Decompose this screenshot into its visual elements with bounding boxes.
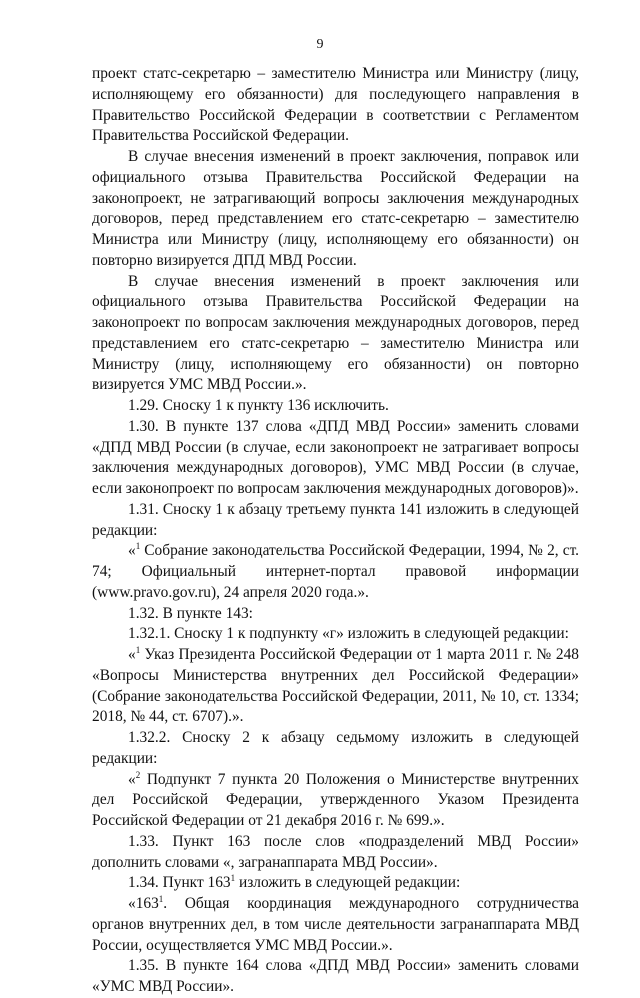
paragraph-text: В случае внесения изменений в проект заключения, поправок или официального отзыва Правительства Российской Федерации на законопроект, не затрагивающий вопросы заключения международных договоров, перед представлением его статс-секретарю – заместителю Министра или Министру (лицу, исполняющему его обязанности) он повторно визируется ДПД МВД России. [92, 148, 579, 269]
paragraph-text: . Общая координация международного сотрудничества органов внутренних дел, в том числе деятельности загранаппарата МВД России, осуществляется УМС МВД России.». [92, 895, 579, 954]
paragraph-text: 1.32.1. Сноску 1 к подпункту «г» изложить в следующей редакции: [128, 625, 569, 643]
paragraph-p5 [92, 417, 579, 500]
paragraph-lead-text: «163 [128, 895, 159, 912]
paragraph-p2 [92, 147, 579, 272]
paragraph-text: 1.33. Пункт 163 после слов «подразделений МВД России» дополнить словами «, загранаппарата МВД России». [92, 832, 579, 871]
footnote-superscript: 2 [135, 769, 141, 780]
paragraph-lead-text: « [128, 646, 136, 663]
paragraph-text: Собрание законодательства Российской Федерации, 1994, № 2, ст. 74; Официальный интернет-портал правовой информации (www.pravo.gov.ru), 24 апреля 2020 года.». [92, 542, 579, 601]
page-number: 9 [316, 37, 324, 52]
paragraph-p16 [92, 956, 579, 998]
paragraph-p15 [92, 894, 579, 956]
paragraph-lead-text: 1.34. Пункт 163 [128, 874, 231, 892]
paragraph-p8 [92, 604, 579, 625]
document-body [92, 64, 579, 998]
paragraph-p9 [92, 624, 579, 645]
paragraph-p11 [92, 728, 579, 770]
paragraph-text: 1.35. В пункте 164 слова «ДПД МВД России» заменить словами «УМС МВД России». [92, 957, 579, 995]
paragraph-p3 [92, 272, 579, 397]
paragraph-p10 [92, 645, 579, 728]
footnote-superscript: 1 [135, 541, 141, 552]
paragraph-p7 [92, 541, 579, 603]
paragraph-p1 [92, 64, 579, 147]
paragraph-text: проект статс-секретарю – заместителю Министра или Министру (лицу, исполняющему его обязанности) для последующего направления в Правительство Российской Федерации в соответствии с Регламентом Правительства Российской Федерации. [92, 65, 579, 145]
paragraph-p13 [92, 832, 579, 874]
paragraph-p4 [92, 396, 579, 417]
footnote-superscript: 1 [230, 873, 236, 884]
paragraph-text: Указ Президента Российской Федерации от 1 марта 2011 г. № 248 «Вопросы Министерства внутренних дел Российской Федерации» (Собрание законодательства Российской Федерации, 2011, № 10, ст. 1334; 2018, № 44, ст. 6707).». [92, 646, 579, 726]
footnote-superscript: 1 [158, 894, 164, 904]
paragraph-text: изложить в следующей редакции: [235, 874, 461, 892]
paragraph-p14 [92, 873, 579, 894]
paragraph-p6 [92, 500, 579, 542]
paragraph-text: Подпункт 7 пункта 20 Положения о Министерстве внутренних дел Российской Федерации, утвержденного Указом Президента Российской Федерации от 21 декабря 2016 г. № 699.». [92, 770, 579, 829]
paragraph-text: 1.32.2. Сноску 2 к абзацу седьмому изложить в следующей редакции: [92, 729, 579, 767]
paragraph-lead-text: « [128, 770, 136, 788]
footnote-superscript: 1 [135, 645, 141, 655]
paragraph-text: 1.29. Сноску 1 к пункту 136 исключить. [128, 397, 389, 414]
paragraph-text: 1.32. В пункте 143: [128, 604, 253, 622]
paragraph-lead-text: « [128, 542, 136, 560]
paragraph-text: 1.31. Сноску 1 к абзацу третьему пункта 141 изложить в следующей редакции: [92, 500, 579, 539]
paragraph-text: В случае внесения изменений в проект заключения или официального отзыва Правительства Российской Федерации на законопроект по вопросам заключения международных договоров, перед представлением его статс-секретарю – заместителю Министра или Министру (лицу, исполняющему его обязанности) он повторно визируется УМС МВД России.». [92, 272, 579, 394]
paragraph-p12 [92, 770, 579, 832]
paragraph-text: 1.30. В пункте 137 слова «ДПД МВД России» заменить словами «ДПД МВД России (в случае, если законопроект не затрагивает вопросы заключения международных договоров), УМС МВД России (в случае, если законопроект по вопросам заключения международных договоров)». [92, 417, 579, 497]
